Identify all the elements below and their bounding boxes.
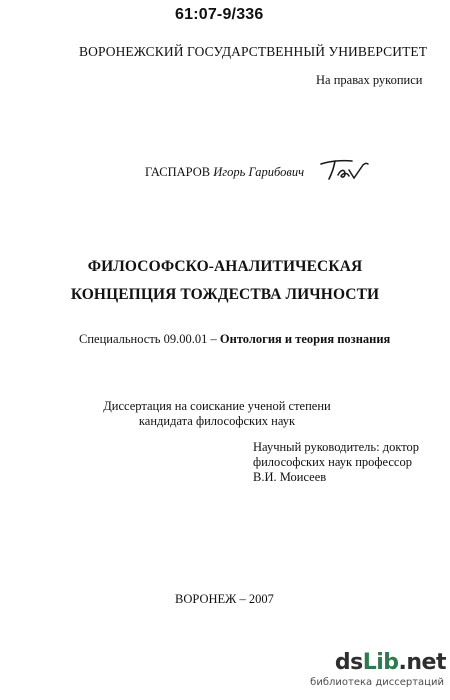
city-year: ВОРОНЕЖ – 2007 [175,592,274,606]
degree-statement-line-1: Диссертация на соискание ученой степени [103,399,331,413]
author-given-names: Игорь Гарибович [213,165,305,179]
logo-part-ds: ds [334,650,363,675]
watermark-caption: библиотека диссертаций [310,677,444,688]
specialty-name: Онтология и теория познания [219,332,391,346]
dslib-watermark [310,650,446,696]
dissertation-title-line-2: КОНЦЕПЦИЯ ТОЖДЕСТВА ЛИЧНОСТИ [70,286,380,303]
specialty-line [79,332,390,347]
supervisor-line-1: Научный руководитель: доктор [253,440,420,454]
author-line [145,165,304,180]
degree-statement-line-2: кандидата философских наук [138,414,296,428]
logo-part-net: .net [398,650,446,675]
dissertation-title-line-1: ФИЛОСОФСКО-АНАЛИТИЧЕСКАЯ [87,258,363,275]
university-name: ВОРОНЕЖСКИЙ ГОСУДАРСТВЕННЫЙ УНИВЕРСИТЕТ [79,44,428,59]
handwritten-signature [318,156,370,184]
author-surname: ГАСПАРОВ [145,165,211,179]
logo-part-lib: Lib [362,650,399,675]
dslib-logo [316,650,446,676]
manuscript-rights-note: На правах рукописи [316,73,423,87]
supervisor-name: В.И. Моисеев [253,470,327,484]
catalog-code: 61:07-9/336 [175,6,264,23]
supervisor-line-2: философских наук профессор [253,455,412,469]
specialty-prefix: Специальность 09.00.01 – [79,332,217,346]
